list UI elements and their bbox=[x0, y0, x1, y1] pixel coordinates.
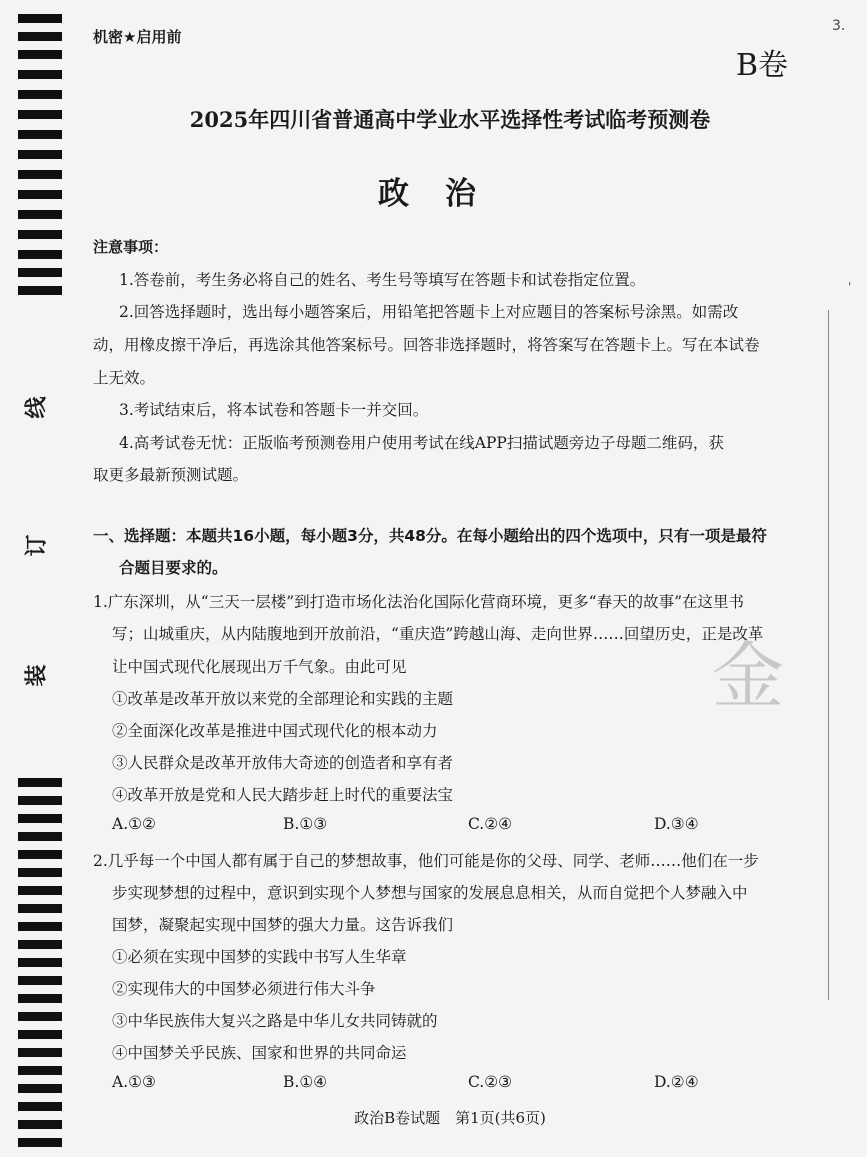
question-2-option-d: D.②④ bbox=[654, 1073, 699, 1091]
question-1-option-a: A.①② bbox=[112, 815, 156, 833]
question-1-option-c: C.②④ bbox=[468, 815, 513, 833]
exam-title: 2025年四川省普通高中学业水平选择性考试临考预测卷 bbox=[189, 107, 711, 132]
question-1-item: ③人民群众是改革开放伟大奇迹的创造者和享有者 bbox=[112, 754, 454, 772]
section-heading-cont: 合题目要求的。 bbox=[119, 559, 228, 577]
question-1-item: ④改革开放是党和人民大踏步赶上时代的重要法宝 bbox=[112, 786, 454, 804]
question-1-stem: 让中国式现代化展现出万千气象。由此可见 bbox=[112, 658, 407, 676]
question-2-item: ①必须在实现中国梦的实践中书写人生华章 bbox=[112, 948, 407, 966]
binding-char-xian: 线 bbox=[23, 396, 50, 419]
notice-line: 1.答卷前，考生务必将自己的姓名、考生号等填写在答题卡和试卷指定位置。 bbox=[119, 271, 646, 289]
page-edge-line bbox=[828, 310, 829, 1000]
notice-line: 2.回答选择题时，选出每小题答案后，用铅笔把答题卡上对应题目的答案标号涂黑。如需改 bbox=[119, 303, 739, 321]
question-1-stem: 写；山城重庆，从内陆腹地到开放前沿，“重庆造”跨越山海、走向世界……回望历史，正是改革 bbox=[112, 625, 764, 643]
question-2-stem: 步实现梦想的过程中，意识到实现个人梦想与国家的发展息息相关，从而自觉把个人梦融入中 bbox=[112, 884, 748, 902]
question-2-option-b: B.①④ bbox=[283, 1073, 328, 1091]
notice-line: 上无效。 bbox=[93, 369, 156, 387]
watermark: 金 bbox=[712, 634, 791, 718]
question-1-item: ①改革是改革开放以来党的全部理论和实践的主题 bbox=[112, 690, 454, 708]
notice-line: 取更多最新预测试题。 bbox=[93, 466, 249, 484]
page-footer: 政治B卷试题 第1页(共6页) bbox=[354, 1109, 546, 1127]
corner-mark: 3. bbox=[832, 18, 846, 34]
question-2-option-c: C.②③ bbox=[468, 1073, 513, 1091]
question-2-item: ②实现伟大的中国梦必须进行伟大斗争 bbox=[112, 980, 376, 998]
subject-title: 政治 bbox=[378, 176, 512, 212]
corner-dash: ' bbox=[848, 280, 852, 294]
question-2-option-a: A.①③ bbox=[112, 1073, 156, 1091]
notice-line: 动，用橡皮擦干净后，再选涂其他答案标号。回答非选择题时，将答案写在答题卡上。写在本试卷 bbox=[93, 336, 760, 354]
notice-line: 3.考试结束后，将本试卷和答题卡一并交回。 bbox=[119, 401, 429, 419]
binding-char-ding: 订 bbox=[23, 534, 50, 557]
question-2-stem: 国梦，凝聚起实现中国梦的强大力量。这告诉我们 bbox=[112, 916, 454, 934]
question-1-option-d: D.③④ bbox=[654, 815, 699, 833]
notice-heading: 注意事项： bbox=[93, 238, 169, 256]
question-2-stem: 2.几乎每一个中国人都有属于自己的梦想故事，他们可能是你的父母、同学、老师……他们在一步 bbox=[93, 852, 759, 870]
version-label: B卷 bbox=[736, 48, 789, 83]
question-2-item: ③中华民族伟大复兴之路是中华儿女共同铸就的 bbox=[112, 1012, 438, 1030]
confidential-label: 机密★启用前 bbox=[93, 28, 182, 46]
question-2-item: ④中国梦关乎民族、国家和世界的共同命运 bbox=[112, 1044, 407, 1062]
question-1-item: ②全面深化改革是推进中国式现代化的根本动力 bbox=[112, 722, 438, 740]
question-1-option-b: B.①③ bbox=[283, 815, 328, 833]
notice-line: 4.高考试卷无忧：正版临考预测卷用户使用考试在线APP扫描试题旁边子母题二维码，获 bbox=[119, 434, 724, 452]
question-1-stem: 1.广东深圳，从“三天一层楼”到打造市场化法治化国际化营商环境，更多“春天的故事”在这里书 bbox=[93, 593, 744, 611]
section-heading: 一、选择题：本题共16小题，每小题3分，共48分。在每小题给出的四个选项中，只有一项是最符 bbox=[93, 527, 767, 545]
binding-char-zhuang: 装 bbox=[23, 664, 50, 687]
